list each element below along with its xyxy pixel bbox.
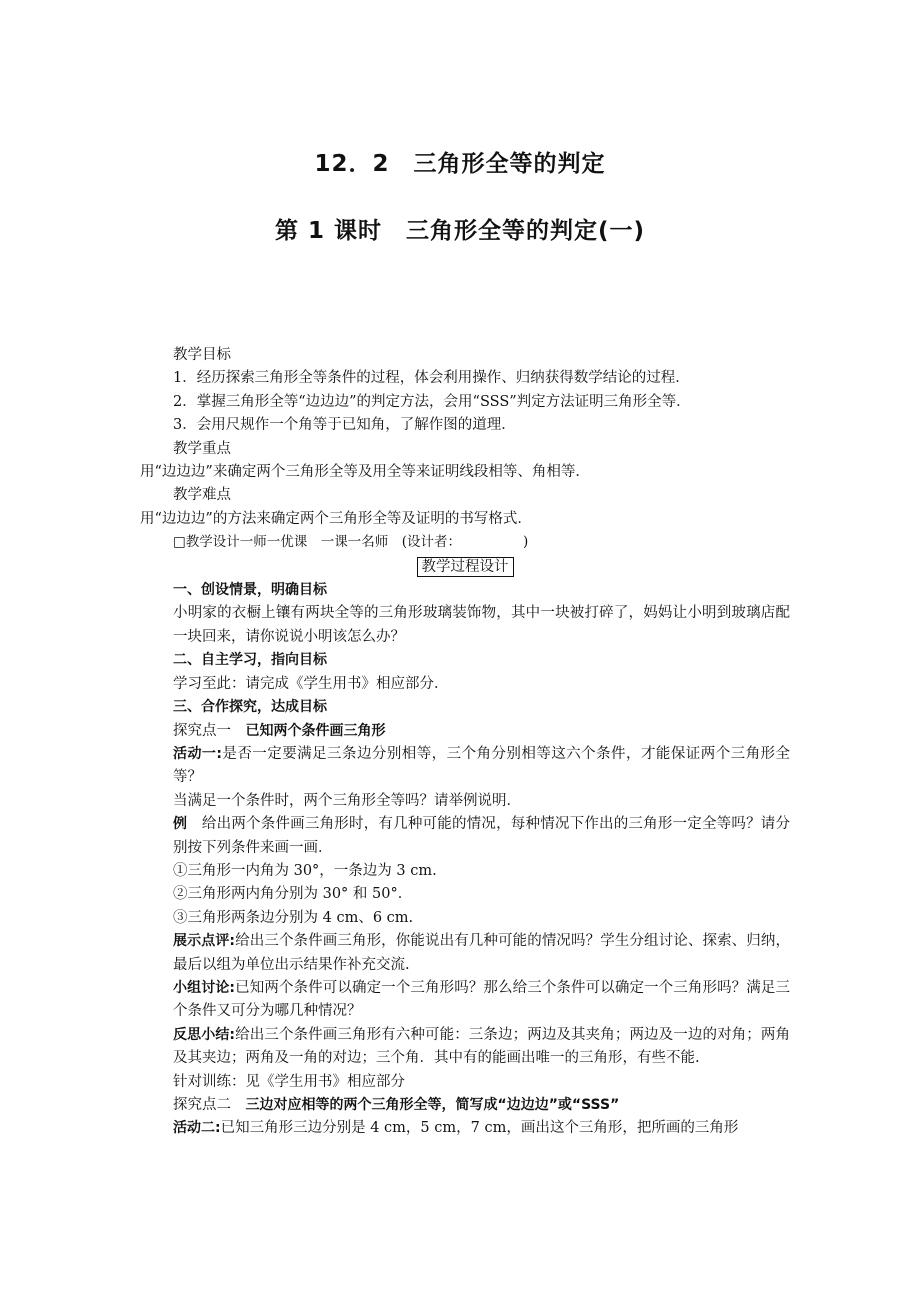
- part3-heading: 三、合作探究，达成目标: [173, 699, 327, 716]
- case-item: ③三角形两条边分别为 4 cm、6 cm.: [173, 909, 414, 926]
- point2-label: 探究点二: [173, 1097, 246, 1113]
- section-title: 12．2 三角形全等的判定: [314, 151, 606, 177]
- design-note-suffix: ): [523, 534, 529, 551]
- group-label: 小组讨论:: [173, 979, 236, 996]
- point1: [140, 720, 790, 743]
- lesson-title: 第 1 课时 三角形全等的判定(一): [274, 218, 646, 244]
- reflect-text: 给出三个条件画三角形有六种可能：三条边；两边及其夹角；两边及一边的对角；两角及其夹边；两角及一角的对边；三个角．其中有的能画出唯一的三角形，有些不能.: [173, 1026, 791, 1067]
- group-discussion: [140, 977, 790, 1024]
- key-points-heading: 教学重点: [173, 440, 231, 457]
- show-label: 展示点评:: [173, 933, 236, 950]
- part1-heading: 一、创设情景，明确目标: [173, 582, 327, 599]
- part2-text: 学习至此：请完成《学生用书》相应部分．: [173, 675, 449, 692]
- activity1-text: 是否一定要满足三条边分别相等，三个角分别相等这六个条件，才能保证两个三角形全等？: [173, 745, 790, 786]
- case-item: ①三角形一内角为 30°，一条边为 3 cm.: [173, 862, 437, 879]
- part2-heading: 二、自主学习，指向目标: [173, 652, 327, 669]
- activity2: [140, 1117, 790, 1140]
- group-text: 已知两个条件可以确定一个三角形吗？那么给三个条件可以确定一个三角形吗？满足三个条件又可分为哪几种情况？: [173, 979, 791, 1020]
- difficulties-heading: 教学难点: [173, 487, 231, 504]
- show-review: [140, 930, 790, 977]
- point1-label: 探究点一: [173, 722, 246, 739]
- training-text: 针对训练：见《学生用书》相应部分: [173, 1073, 405, 1090]
- example: [140, 813, 790, 860]
- objective-item: 3．会用尺规作一个角等于已知角，了解作图的道理．: [173, 417, 516, 434]
- one-condition: 当满足一个条件时，两个三角形全等吗？请举例说明．: [173, 792, 521, 809]
- design-note-prefix: □教学设计一师一优课 一课一名师 (设计者：: [173, 534, 462, 551]
- part1-text: 小明家的衣橱上镶有两块全等的三角形玻璃装饰物，其中一块被打碎了，妈妈让小明到玻璃店配一块回来，请你说说小明该怎么办？: [173, 605, 790, 645]
- objective-item: 1．经历探索三角形全等条件的过程，体会利用操作、归纳获得数学结论的过程．: [173, 370, 690, 387]
- objective-item: 2．掌握三角形全等“边边边”的判定方法，会用“SSS”判定方法证明三角形全等．: [173, 393, 691, 410]
- process-box-row: [140, 555, 790, 579]
- show-text: 给出三个条件画三角形，你能说出有几种可能的情况吗？学生分组讨论、探索、归纳，最后以组为单位出示结果作补充交流.: [173, 933, 791, 973]
- point2: [140, 1094, 790, 1117]
- key-points-text: 用“边边边”来确定两个三角形全等及用全等来证明线段相等、角相等．: [140, 464, 590, 481]
- difficulties-text: 用“边边边”的方法来确定两个三角形全等及证明的书写格式．: [140, 510, 532, 527]
- design-note: [140, 531, 790, 554]
- reflection-summary: [140, 1024, 790, 1071]
- activity2-label: 活动二:: [173, 1120, 221, 1137]
- activity2-text: 已知三角形三边分别是 4 cm，5 cm，7 cm，画出这个三角形，把所画的三角形: [220, 1120, 739, 1137]
- case-item: ②三角形两内角分别为 30° 和 50°．: [173, 886, 413, 903]
- activity1-label: 活动一:: [173, 745, 222, 762]
- reflect-label: 反思小结:: [173, 1026, 236, 1043]
- example-text: 给出两个条件画三角形时，有几种可能的情况，每种情况下作出的三角形一定全等吗？请分别按下列条件来画一画．: [173, 816, 791, 856]
- objectives-heading: 教学目标: [173, 347, 231, 363]
- point1-title: 已知两个条件画三角形: [245, 722, 386, 739]
- process-box: 教学过程设计: [417, 557, 514, 577]
- point2-title: 三边对应相等的两个三角形全等，简写成“边边边”或“SSS”: [245, 1097, 620, 1113]
- example-label: 例: [173, 816, 188, 833]
- lesson-body: [140, 344, 790, 1141]
- activity1: [140, 743, 790, 790]
